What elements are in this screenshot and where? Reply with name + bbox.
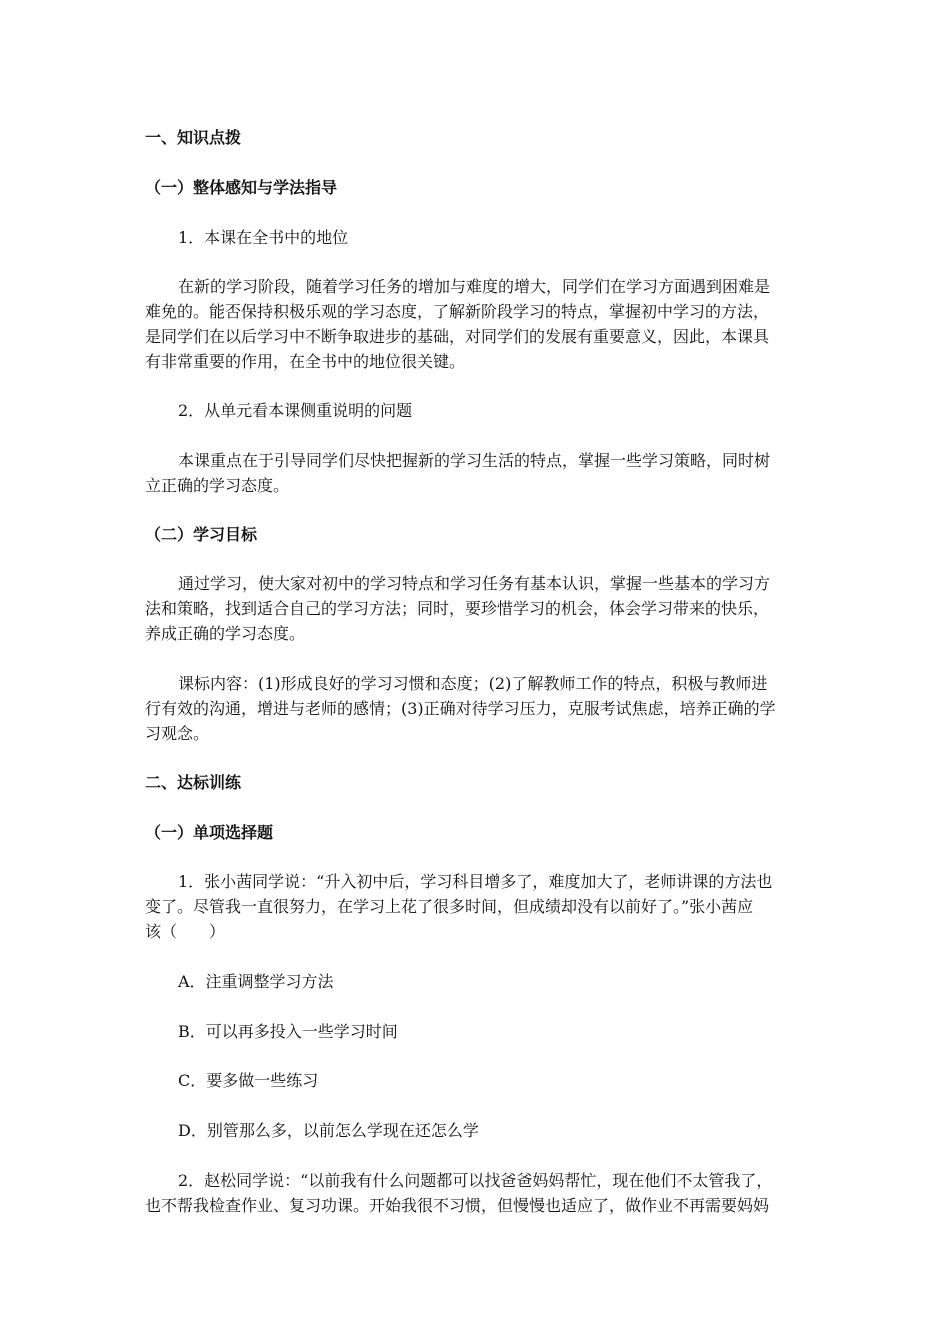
paragraph-line: 是同学们在以后学习中不断争取进步的基础，对同学们的发展有重要意义，因此，本课具 xyxy=(145,327,770,346)
paragraph-line: 习观念。 xyxy=(145,724,210,743)
option-c: C．要多做一些练习 xyxy=(178,1071,319,1090)
option-a: A．注重调整学习方法 xyxy=(178,972,334,991)
option-d: D．别管那么多，以前怎么学现在还怎么学 xyxy=(178,1121,479,1140)
paragraph-line: 有非常重要的作用，在全书中的地位很关键。 xyxy=(145,352,466,371)
subheading-overall: （一）整体感知与学法指导 xyxy=(145,178,338,197)
item2-title: 2．从单元看本课侧重说明的问题 xyxy=(178,401,413,420)
paragraph-line: 法和策略，找到适合自己的学习方法；同时，要珍惜学习的机会，体会学习带来的快乐， xyxy=(145,599,770,618)
question-line: 1．张小茜同学说：“升入初中后，学习科目增多了，难度加大了，老师讲课的方法也 xyxy=(178,872,773,891)
question-line: 变了。尽管我一直很努力，在学习上花了很多时间，但成绩却没有以前好了。”张小茜应 xyxy=(145,897,754,916)
question-line: 2．赵松同学说：“以前我有什么问题都可以找爸爸妈妈帮忙，现在他们不太管我了， xyxy=(178,1171,773,1190)
paragraph-line: 在新的学习阶段，随着学习任务的增加与难度的增大，同学们在学习方面遇到困难是 xyxy=(178,277,771,296)
paragraph-line: 立正确的学习态度。 xyxy=(145,476,290,495)
subheading-goals: （二）学习目标 xyxy=(145,525,258,544)
item1-title: 1．本课在全书中的地位 xyxy=(178,228,349,247)
option-b: B．可以再多投入一些学习时间 xyxy=(178,1022,398,1041)
section-heading-knowledge: 一、知识点拨 xyxy=(145,128,242,147)
question-line: 该（ ） xyxy=(145,922,226,941)
paragraph-line: 行有效的沟通，增进与老师的感情；(3)正确对待学习压力，克服考试焦虑，培养正确的学 xyxy=(145,699,776,718)
paragraph-line: 课标内容：(1)形成良好的学习习惯和态度；(2)了解教师工作的特点，积极与教师进 xyxy=(178,674,768,693)
question-line: 也不帮我检查作业、复习功课。开始我很不习惯，但慢慢也适应了，做作业不再需要妈妈 xyxy=(145,1196,770,1215)
subheading-single-choice: （一）单项选择题 xyxy=(145,823,274,842)
paragraph-line: 通过学习，使大家对初中的学习特点和学习任务有基本认识，掌握一些基本的学习方 xyxy=(178,574,771,593)
paragraph-line: 养成正确的学习态度。 xyxy=(145,624,306,643)
paragraph-line: 难免的。能否保持积极乐观的学习态度，了解新阶段学习的特点，掌握初中学习的方法， xyxy=(145,302,770,321)
section-heading-training: 二、达标训练 xyxy=(145,773,242,792)
paragraph-line: 本课重点在于引导同学们尽快把握新的学习生活的特点，掌握一些学习策略，同时树 xyxy=(178,451,771,470)
